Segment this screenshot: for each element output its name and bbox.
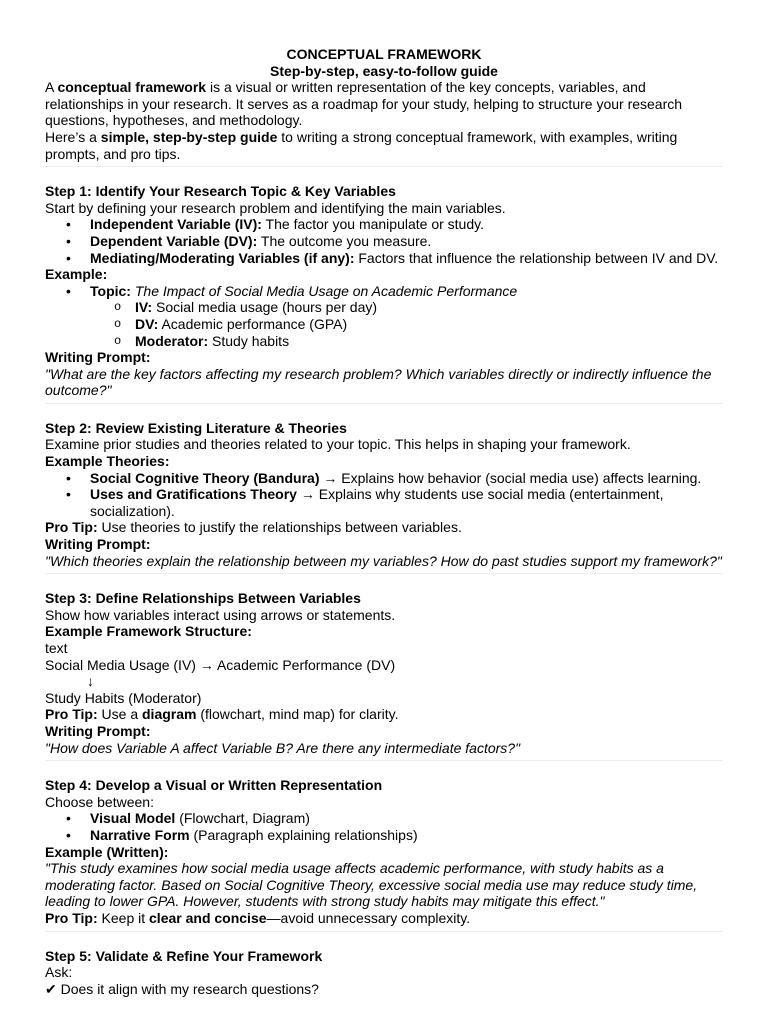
step-1-example-list bbox=[45, 283, 723, 300]
step-4-example-label: Example (Written): bbox=[45, 843, 169, 860]
document-subtitle: Step-by-step, easy-to-follow guide bbox=[270, 62, 498, 79]
step-2-prompt-label: Writing Prompt: bbox=[45, 536, 151, 553]
sub-list-item bbox=[45, 316, 723, 333]
step-4-title: Step 4: Develop a Visual or Written Representation bbox=[45, 777, 383, 794]
step-3-prompt-text: "How does Variable A affect Variable B? Are there any intermediate factors?" bbox=[45, 739, 521, 756]
step-1-example-label: Example: bbox=[45, 266, 108, 283]
item-text: (Flowchart, Diagram) bbox=[175, 810, 310, 827]
step-2-theory-list bbox=[45, 470, 723, 520]
item-label: DV: bbox=[135, 315, 159, 332]
item-text: (Paragraph explaining relationships) bbox=[189, 826, 418, 843]
intro-paragraph-2 bbox=[45, 129, 723, 162]
step-4-pro-tip bbox=[45, 910, 723, 927]
intro-text: is a visual or written representation of the key concepts, variables, and relationships in your research. It serves as a roadmap for your study, helping to structure your research questions, hypotheses, and methodology. bbox=[45, 79, 683, 129]
item-text: The factor you manipulate or study. bbox=[261, 216, 484, 233]
item-text: Social media usage (hours per day) bbox=[152, 299, 378, 316]
item-label: Moderator: bbox=[135, 332, 209, 349]
step-2-section bbox=[45, 420, 723, 569]
item-text: The outcome you measure. bbox=[257, 232, 432, 249]
list-item bbox=[45, 250, 723, 267]
item-label: Mediating/Moderating Variables (if any): bbox=[90, 249, 355, 266]
section-divider bbox=[45, 931, 723, 932]
pro-tip-label: Pro Tip: bbox=[45, 706, 98, 723]
framework-line-3: Study Habits (Moderator) bbox=[45, 689, 202, 706]
step-1-description: Start by defining your research problem and identifying the main variables. bbox=[45, 199, 506, 216]
framework-line-1: Social Media Usage (IV) → Academic Performance (DV) bbox=[45, 656, 396, 673]
pro-tip-label: Pro Tip: bbox=[45, 909, 98, 926]
step-1-prompt-label: Writing Prompt: bbox=[45, 349, 151, 366]
pro-tip-label: Pro Tip: bbox=[45, 519, 98, 536]
step-1-section bbox=[45, 183, 723, 399]
section-divider bbox=[45, 760, 723, 761]
list-item bbox=[45, 233, 723, 250]
item-label: Visual Model bbox=[90, 810, 176, 827]
intro-text: to writing a strong conceptual framework, with examples, writing prompts, and pro tips. bbox=[45, 128, 678, 162]
sub-list-item bbox=[45, 299, 723, 316]
section-divider bbox=[45, 166, 723, 167]
step-2-description: Examine prior studies and theories related to your topic. This helps in shaping your framework. bbox=[45, 436, 631, 453]
step-1-prompt-text: "What are the key factors affecting my research problem? Which variables directly or indirectly influence the outcome?" bbox=[45, 365, 712, 399]
step-3-structure-label: Example Framework Structure: bbox=[45, 623, 252, 640]
item-label: Narrative Form bbox=[90, 826, 190, 843]
step-5-check-item: ✔ Does it align with my research questions? bbox=[45, 980, 319, 997]
section-divider bbox=[45, 573, 723, 574]
arrow-down-icon: ↓ bbox=[87, 673, 94, 690]
intro-text: Here’s a bbox=[45, 128, 101, 145]
item-label: IV: bbox=[135, 299, 153, 316]
item-text: The Impact of Social Media Usage on Academic Performance bbox=[130, 282, 518, 299]
step-3-prompt-label: Writing Prompt: bbox=[45, 722, 151, 739]
pro-tip-text: Keep it bbox=[97, 909, 150, 926]
step-2-theories-label: Example Theories: bbox=[45, 453, 170, 470]
step-4-option-list bbox=[45, 810, 723, 843]
step-3-title: Step 3: Define Relationships Between Variables bbox=[45, 590, 361, 607]
pro-tip-text: (flowchart, mind map) for clarity. bbox=[196, 706, 399, 723]
step-2-pro-tip bbox=[45, 519, 723, 536]
pro-tip-text: Use theories to justify the relationships between variables. bbox=[97, 519, 462, 536]
sub-list-item bbox=[45, 333, 723, 350]
intro-emphasis: simple, step-by-step guide bbox=[100, 128, 278, 145]
pro-tip-text: —avoid unnecessary complexity. bbox=[266, 909, 471, 926]
pro-tip-text: Use a bbox=[97, 706, 142, 723]
section-divider bbox=[45, 403, 723, 404]
item-label: Topic: bbox=[90, 282, 131, 299]
code-language-label: text bbox=[45, 640, 68, 656]
step-3-description: Show how variables interact using arrows or statements. bbox=[45, 606, 396, 623]
item-text: Academic performance (GPA) bbox=[158, 315, 348, 332]
step-4-section bbox=[45, 777, 723, 926]
list-item bbox=[45, 486, 723, 519]
pro-tip-emphasis: clear and concise bbox=[149, 909, 267, 926]
list-item bbox=[45, 470, 723, 487]
item-label: Independent Variable (IV): bbox=[90, 216, 262, 233]
step-3-section bbox=[45, 590, 723, 756]
step-5-ask: Ask: bbox=[45, 964, 73, 981]
document-title: CONCEPTUAL FRAMEWORK bbox=[286, 46, 482, 62]
step-4-example-text: "This study examines how social media usage affects academic performance, with study habits as a moderating factor. Based on Social Cognitive Theory, excessive social media use may reduce study time, leading to lower GPA. However, students with strong study habits may mitigate this effect." bbox=[45, 860, 698, 910]
item-text: Study habits bbox=[208, 332, 290, 349]
intro-term: conceptual framework bbox=[57, 79, 207, 96]
step-2-title: Step 2: Review Existing Literature & Theories bbox=[45, 419, 347, 436]
list-item bbox=[45, 216, 723, 233]
step-1-sub-list bbox=[45, 299, 723, 349]
item-label: Dependent Variable (DV): bbox=[90, 232, 258, 249]
step-5-title: Step 5: Validate & Refine Your Framework bbox=[45, 947, 323, 964]
step-3-pro-tip bbox=[45, 706, 723, 723]
item-label: Uses and Gratifications Theory bbox=[90, 486, 297, 503]
step-1-variable-list bbox=[45, 216, 723, 266]
item-text: → Explains why students use social media (entertainment, socialization). bbox=[90, 486, 664, 519]
step-2-prompt-text: "Which theories explain the relationship between my variables? How do past studies support my framework?" bbox=[45, 552, 722, 569]
pro-tip-emphasis: diagram bbox=[142, 706, 197, 723]
item-label: Social Cognitive Theory (Bandura) bbox=[90, 469, 320, 486]
item-text: Factors that influence the relationship between IV and DV. bbox=[354, 249, 719, 266]
list-item bbox=[45, 827, 723, 844]
step-1-title: Step 1: Identify Your Research Topic & Key Variables bbox=[45, 183, 396, 200]
list-item bbox=[45, 283, 723, 300]
intro-paragraph bbox=[45, 79, 723, 129]
step-5-section bbox=[45, 948, 723, 998]
intro-text: A bbox=[45, 79, 58, 96]
item-text: → Explains how behavior (social media use) affects learning. bbox=[319, 469, 702, 486]
step-4-description: Choose between: bbox=[45, 793, 154, 810]
list-item bbox=[45, 810, 723, 827]
